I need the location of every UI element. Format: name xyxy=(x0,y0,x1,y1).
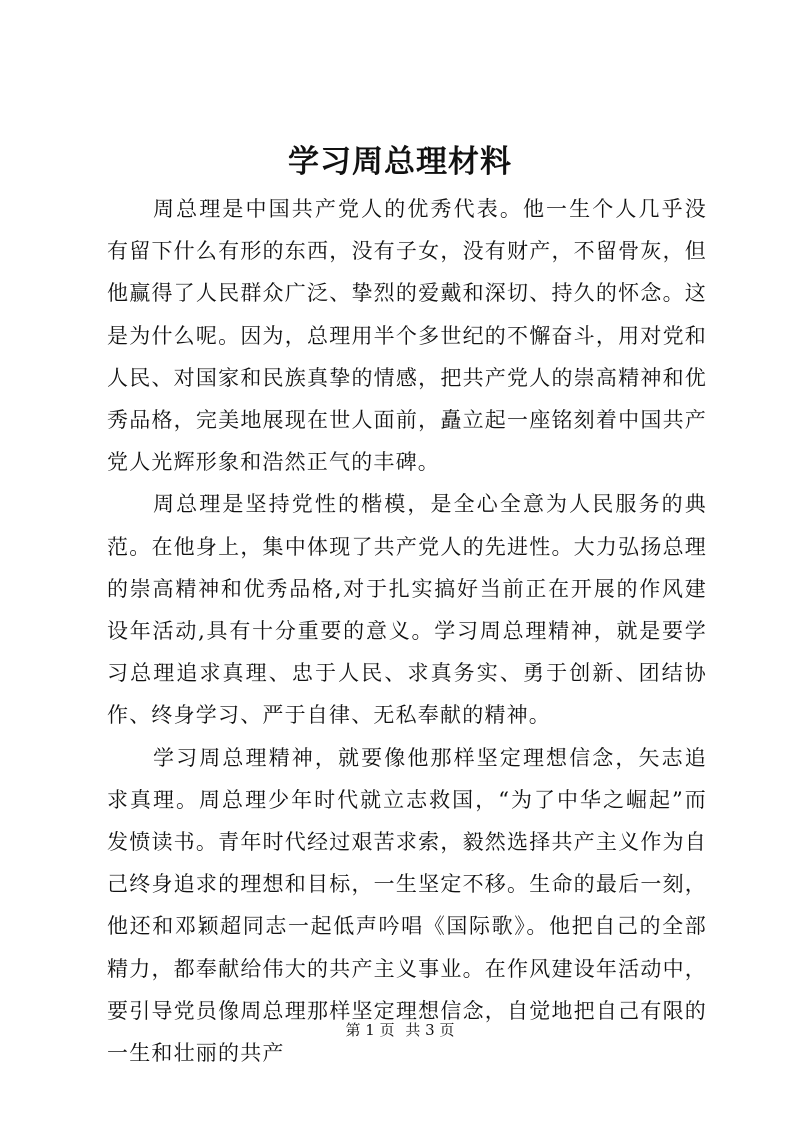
document-body xyxy=(107,188,707,1074)
paragraph-2: 周总理是坚持党性的楷模，是全心全意为人民服务的典范。在他身上，集中体现了共产党人的先进性。大力弘扬总理的崇高精神和优秀品格,对于扎实搞好当前正在开展的作风建设年活动,具有十分重要的意义。学习周总理精神，就是要学习总理追求真理、忠于人民、求真务实、勇于创新、团结协作、终身学习、严于自律、无私奉献的精神。 xyxy=(107,492,707,728)
page-number: 第 1 页 xyxy=(345,1021,395,1039)
page-footer xyxy=(0,1020,800,1040)
page-total: 共 3 页 xyxy=(405,1021,455,1039)
document-title: 学习周总理材料 xyxy=(288,144,512,180)
paragraph-1: 周总理是中国共产党人的优秀代表。他一生个人几乎没有留下什么有形的东西，没有子女，没有财产，不留骨灰，但他赢得了人民群众广泛、挚烈的爱戴和深切、持久的怀念。这是为什么呢。因为，总理用半个多世纪的不懈奋斗，用对党和人民、对国家和民族真挚的情感，把共产党人的崇高精神和优秀品格，完美地展现在世人面前，矗立起一座铭刻着中国共产党人光辉形象和浩然正气的丰碑。 xyxy=(107,197,707,475)
paragraph-3: 学习周总理精神，就要像他那样坚定理想信念，矢志追求真理。周总理少年时代就立志救国，“为了中华之崛起”而发愤读书。青年时代经过艰苦求索，毅然选择共产主义作为自己终身追求的理想和目标，一生坚定不移。生命的最后一刻，他还和邓颖超同志一起低声吟唱《国际歌》。他把自己的全部精力，都奉献给伟大的共产主义事业。在作风建设年活动中，要引导党员像周总理那样坚定理想信念，自觉地把自己有限的一生和壮丽的共产 xyxy=(107,745,707,1066)
